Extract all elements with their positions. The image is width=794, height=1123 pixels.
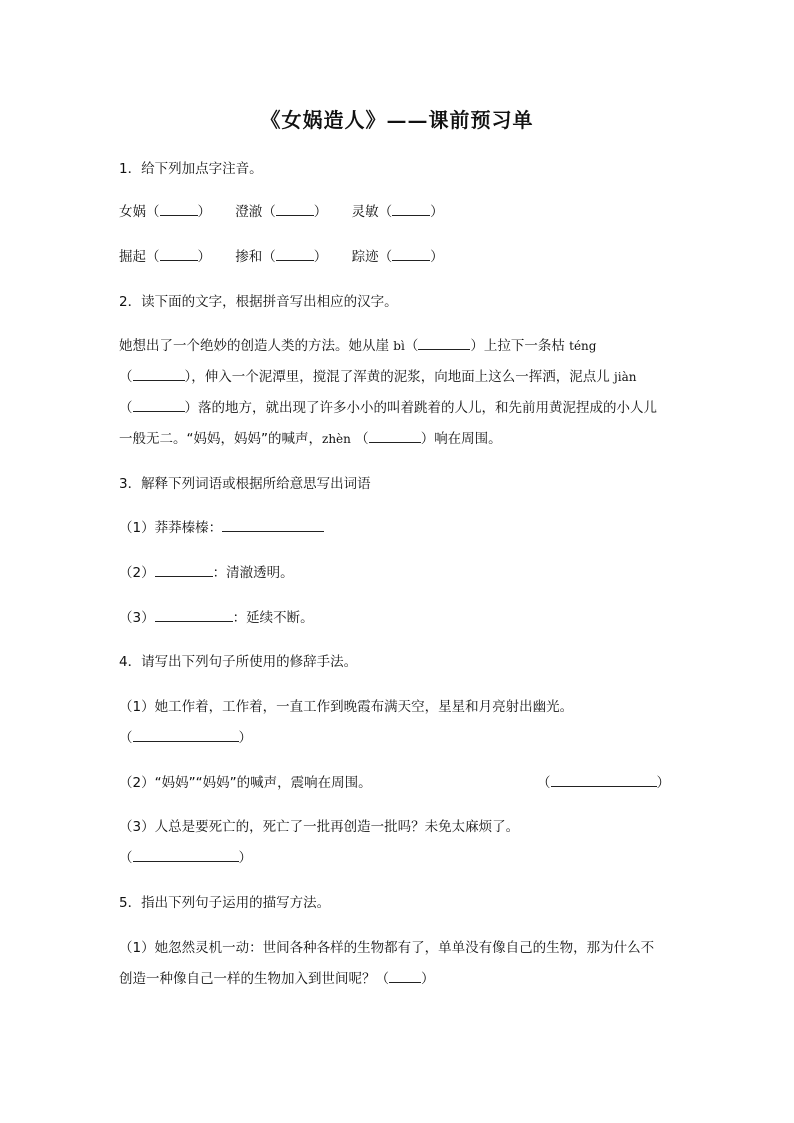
answer-blank[interactable] [133,399,185,412]
q1-item: 灵敏（ ） [351,204,444,220]
q4-answer-2: （ ） [537,775,670,791]
q5-sentence-1b: 创造一种像自己一样的生物加入到世间呢？（ ） [119,971,435,987]
answer-blank[interactable] [392,203,430,216]
answer-blank[interactable] [155,564,213,577]
q1-row1 [119,203,444,221]
q1-item: 澄澈（ ） [235,204,328,220]
q2-passage-line: 她想出了一个绝妙的创造人类的方法。她从崖 bì（ ）上拉下一条枯 téng [119,338,597,354]
q3-item-3: （3） ：延续不断。 [119,610,314,626]
q2-passage-line: （ ），伸入一个泥潭里，搅混了浑黄的泥浆，向地面上这么一挥洒，泥点儿 jiàn [119,369,637,385]
answer-blank[interactable] [160,248,198,261]
answer-blank[interactable] [133,849,239,862]
answer-blank[interactable] [389,970,421,983]
q1-item: 掺和（ ） [235,249,328,265]
q3-item-1: （1）莽莽榛榛： [119,519,324,537]
answer-blank[interactable] [369,430,421,443]
answer-blank[interactable] [133,729,239,742]
q1-row2 [119,248,444,266]
answer-blank[interactable] [392,248,430,261]
answer-blank[interactable] [222,519,324,532]
q4-answer-3: （ ） [119,850,252,866]
q4-sentence-2: （2）“妈妈”“妈妈”的喊声，震响在周围。 [119,775,372,791]
q3-item-2: （2） ：清澈透明。 [119,565,294,581]
q1-item: 掘起（ ） [119,249,211,265]
q4-heading: 4．请写出下列句子所使用的修辞手法。 [119,654,358,670]
q2-heading: 2．读下面的文字，根据拼音写出相应的汉字。 [119,294,398,310]
page-title: 《女娲造人》——课前预习单 [260,108,534,132]
q4-answer-1: （ ） [119,730,252,746]
answer-blank[interactable] [551,774,657,787]
q5-heading: 5．指出下列句子运用的描写方法。 [119,895,331,911]
answer-blank[interactable] [133,368,185,381]
q4-sentence-1: （1）她工作着，工作着，一直工作到晚霞布满天空，星星和月亮射出幽光。 [119,699,574,715]
q5-sentence-1a: （1）她忽然灵机一动：世间各种各样的生物都有了，单单没有像自己的生物，那为什么不 [119,940,655,956]
answer-blank[interactable] [276,248,314,261]
q2-passage-line: 一般无二。“妈妈，妈妈”的喊声，zhèn （ ）响在周围。 [119,431,502,447]
answer-blank[interactable] [155,609,233,622]
answer-blank[interactable] [418,337,470,350]
q2-passage-line: （ ）落的地方，就出现了许多小小的叫着跳着的人儿，和先前用黄泥捏成的小人儿 [119,400,657,416]
q1-item: 女娲（ ） [119,204,211,220]
q4-sentence-3: （3）人总是要死亡的，死亡了一批再创造一批吗？未免太麻烦了。 [119,819,520,835]
q1-heading: 1．给下列加点字注音。 [119,161,263,177]
q1-item: 踪迹（ ） [351,249,444,265]
answer-blank[interactable] [160,203,198,216]
q3-heading: 3．解释下列词语或根据所给意思写出词语 [119,476,371,492]
answer-blank[interactable] [276,203,314,216]
